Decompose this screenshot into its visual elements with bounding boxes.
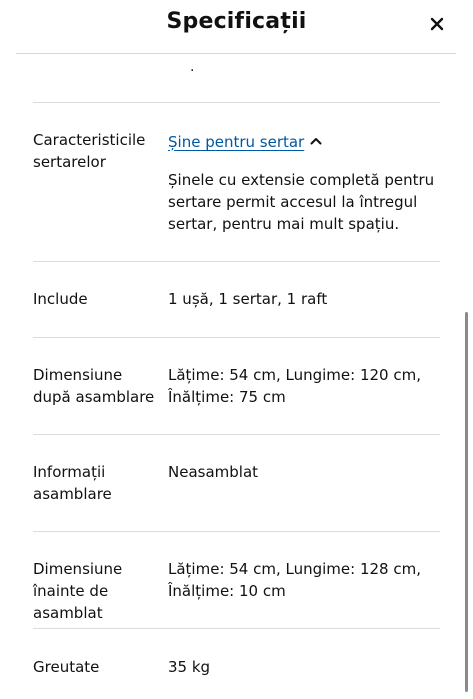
divider: [33, 531, 440, 532]
panel-header: [0, 0, 473, 53]
spec-value-assembly-info: Neasamblat: [168, 463, 259, 481]
divider: [33, 434, 440, 435]
divider: [33, 102, 440, 103]
spec-value-drawer-features: [168, 131, 443, 153]
drawer-rails-description: Șinele cu extensie completă pentru sertare permit accesul la întregul sertar, pentru mai mult spațiu.: [168, 171, 435, 233]
spec-label-assembly-info: Informații asamblare: [33, 463, 112, 503]
spec-label-package-dimensions: Dimensiune înainte de asamblat: [33, 560, 123, 622]
drawer-rails-link[interactable]: Șine pentru sertar: [168, 133, 305, 151]
chevron-up-icon[interactable]: [310, 137, 322, 145]
spec-label-drawer-features: Caracteristicile sertarelor: [33, 131, 146, 171]
divider: [33, 628, 440, 629]
divider: [33, 337, 440, 338]
spec-value-assembled-dimensions: Lățime: 54 cm, Lungime: 120 cm, Înălțime: 75 cm: [168, 366, 421, 406]
spec-label-includes: Include: [33, 290, 88, 308]
specifications-list[interactable]: [0, 54, 473, 699]
panel-title: Specificații: [166, 9, 307, 34]
previous-item-fragment: .: [190, 59, 195, 75]
close-icon[interactable]: [430, 17, 444, 31]
scrollbar-thumb[interactable]: [465, 312, 468, 692]
close-button[interactable]: [426, 13, 448, 35]
spec-value-includes: 1 ușă, 1 sertar, 1 raft: [168, 290, 328, 308]
spec-value-package-dimensions: Lățime: 54 cm, Lungime: 128 cm, Înălțime: 10 cm: [168, 560, 421, 600]
spec-label-assembled-dimensions: Dimensiune după asamblare: [33, 366, 155, 406]
spec-value-weight: 35 kg: [168, 658, 211, 676]
divider: [33, 261, 440, 262]
spec-label-weight: Greutate: [33, 658, 100, 676]
